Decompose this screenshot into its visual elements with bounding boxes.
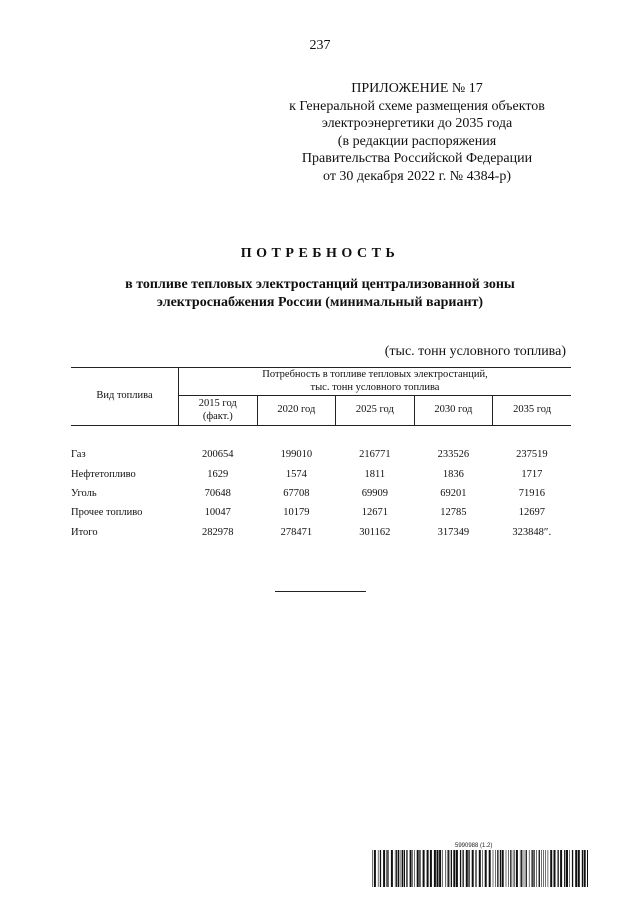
year-header-2030: 2030 год	[414, 396, 493, 426]
year-header-2035: 2035 год	[493, 396, 571, 426]
units-note: (тыс. тонн условного топлива)	[384, 344, 566, 359]
value-cell: 1717	[521, 468, 543, 480]
fuel-name: Прочее топливо	[71, 507, 143, 519]
page-number: 237	[309, 38, 331, 53]
value-cell: 199010	[280, 449, 313, 461]
value-cell: 233526	[437, 449, 470, 461]
value-cell: 1811	[364, 468, 386, 480]
fuel-name: Нефтетопливо	[71, 468, 136, 480]
fuel-name: Уголь	[71, 488, 97, 500]
table-row-other-fuel	[71, 503, 571, 522]
table-row-total	[71, 522, 571, 541]
value-cell: 71916	[518, 488, 545, 500]
value-cell: 69909	[361, 488, 388, 500]
fuel-demand-table	[71, 367, 571, 542]
table-row-coal	[71, 484, 571, 503]
value-cell: 67708	[283, 488, 310, 500]
subtitle-line: в топливе тепловых электростанций централизованной зоны	[125, 277, 515, 292]
appendix-line: (в редакции распоряжения	[337, 133, 497, 149]
value-cell: 278471	[280, 526, 313, 538]
group-header-line: Потребность в топливе тепловых электростанций,	[262, 369, 488, 380]
value-cell: 1629	[207, 468, 229, 480]
value-cell: 1574	[285, 468, 307, 480]
value-cell: 216771	[359, 449, 391, 461]
appendix-line: электроэнергетики до 2035 года	[321, 116, 513, 132]
value-cell: 1836	[442, 468, 464, 480]
value-cell: 12785	[440, 507, 467, 519]
value-cell: 237519	[516, 449, 548, 461]
barcode-label: 5990988 (1.2)	[455, 843, 493, 849]
separator-line	[275, 591, 366, 592]
document-title: ПОТРЕБНОСТЬ	[240, 246, 400, 261]
subtitle-line: электроснабжения России (минимальный вариант)	[156, 294, 484, 310]
demand-group-header	[179, 368, 572, 396]
appendix-line: к Генеральной схеме размещения объектов	[289, 98, 545, 114]
value-cell: 317349	[437, 526, 470, 538]
value-cell: 12697	[518, 507, 545, 519]
year-note: (факт.)	[202, 410, 233, 422]
fuel-name: Газ	[71, 449, 86, 461]
value-cell: 10047	[204, 507, 231, 519]
appendix-line: ПРИЛОЖЕНИЕ № 17	[351, 81, 483, 96]
year-label: 2015 год	[198, 398, 237, 409]
group-header-line: тыс. тонн условного топлива	[310, 381, 440, 393]
value-cell-last	[493, 522, 571, 541]
value-cell: 10179	[283, 507, 310, 519]
value-cell: 69201	[440, 488, 467, 500]
year-header-2020: 2020 год	[257, 396, 336, 426]
appendix-line: Правительства Российской Федерации	[301, 151, 533, 167]
fuel-name: Итого	[71, 526, 98, 538]
table-row-fuel-oil	[71, 465, 571, 484]
value-cell: 200654	[202, 449, 234, 461]
appendix-header	[262, 80, 572, 186]
barcode-icon	[372, 850, 588, 887]
fuel-type-header: Вид топлива	[71, 368, 179, 426]
appendix-line: от 30 декабря 2022 г. № 4384-р)	[323, 168, 511, 184]
table-row-gas	[71, 445, 571, 464]
value-cell: 70648	[204, 488, 231, 500]
closing-quote-mark: ″.	[543, 526, 552, 539]
value-cell: 301162	[359, 526, 391, 538]
document-subtitle	[60, 276, 580, 311]
year-header-2015	[179, 396, 258, 426]
value-text: 323848	[512, 527, 544, 539]
value-cell: 12671	[361, 507, 388, 519]
value-cell: 282978	[202, 526, 234, 538]
year-header-2025: 2025 год	[336, 396, 415, 426]
